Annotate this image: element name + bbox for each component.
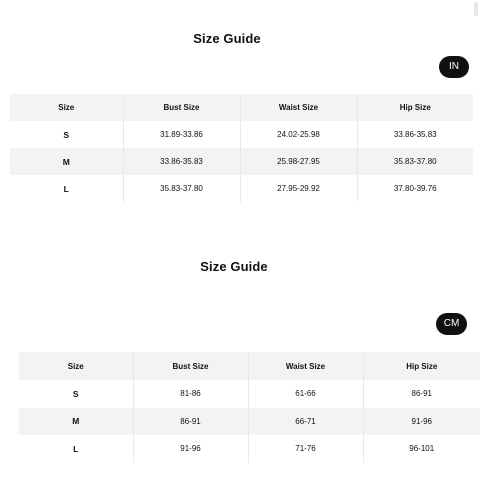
- column-header-size: Size: [10, 94, 123, 121]
- table-row: [10, 175, 473, 202]
- size-table-in: [10, 94, 473, 202]
- column-header-size: Size: [19, 352, 133, 380]
- bust-cell: 31.89-33.86: [123, 121, 240, 148]
- size-cell: M: [10, 148, 123, 175]
- size-cell: S: [19, 380, 133, 408]
- table-row: [19, 380, 480, 408]
- waist-cell: 27.95-29.92: [240, 175, 357, 202]
- size-cell: L: [10, 175, 123, 202]
- hip-cell: 33.86-35.83: [393, 130, 437, 139]
- waist-cell: 71-76: [248, 435, 363, 463]
- size-cell: L: [19, 435, 133, 463]
- table-header-row: [19, 352, 480, 380]
- waist-cell: 61-66: [248, 380, 363, 408]
- table-row: [19, 408, 480, 436]
- hip-cell: 35.83-37.80: [357, 148, 473, 175]
- bust-cell: 86-91: [133, 408, 248, 436]
- unit-toggle-cm-button[interactable]: CM: [436, 313, 467, 335]
- hip-cell: 96-101: [409, 444, 435, 454]
- hip-cell: 37.80-39.76: [393, 184, 437, 193]
- column-header-waist: Waist Size: [248, 352, 363, 380]
- waist-cell: 24.02-25.98: [240, 121, 357, 148]
- size-guide-title-cm: Size Guide: [200, 259, 268, 274]
- bust-cell: 35.83-37.80: [123, 175, 240, 202]
- column-header-hip: Hip Size: [363, 352, 480, 380]
- scrollbar-fragment: [472, 0, 480, 20]
- bust-cell: 91-96: [133, 435, 248, 463]
- table-row: [19, 435, 480, 463]
- column-header-hip: Hip Size: [357, 94, 473, 121]
- hip-cell: 91-96: [363, 408, 480, 436]
- size-cell: M: [19, 408, 133, 436]
- hip-cell: 86-91: [411, 389, 432, 399]
- table-row: [10, 148, 473, 175]
- bust-cell: 33.86-35.83: [123, 148, 240, 175]
- bust-cell: 81-86: [133, 380, 248, 408]
- table-header-row: [10, 94, 473, 121]
- column-header-bust: Bust Size: [123, 94, 240, 121]
- size-cell: S: [10, 121, 123, 148]
- unit-toggle-in-button[interactable]: IN: [439, 56, 469, 78]
- size-guide-title-in: Size Guide: [193, 31, 261, 46]
- waist-cell: 25.98-27.95: [240, 148, 357, 175]
- table-row: [10, 121, 473, 148]
- waist-cell: 66-71: [248, 408, 363, 436]
- column-header-waist: Waist Size: [240, 94, 357, 121]
- column-header-bust: Bust Size: [133, 352, 248, 380]
- size-table-cm: [19, 352, 480, 463]
